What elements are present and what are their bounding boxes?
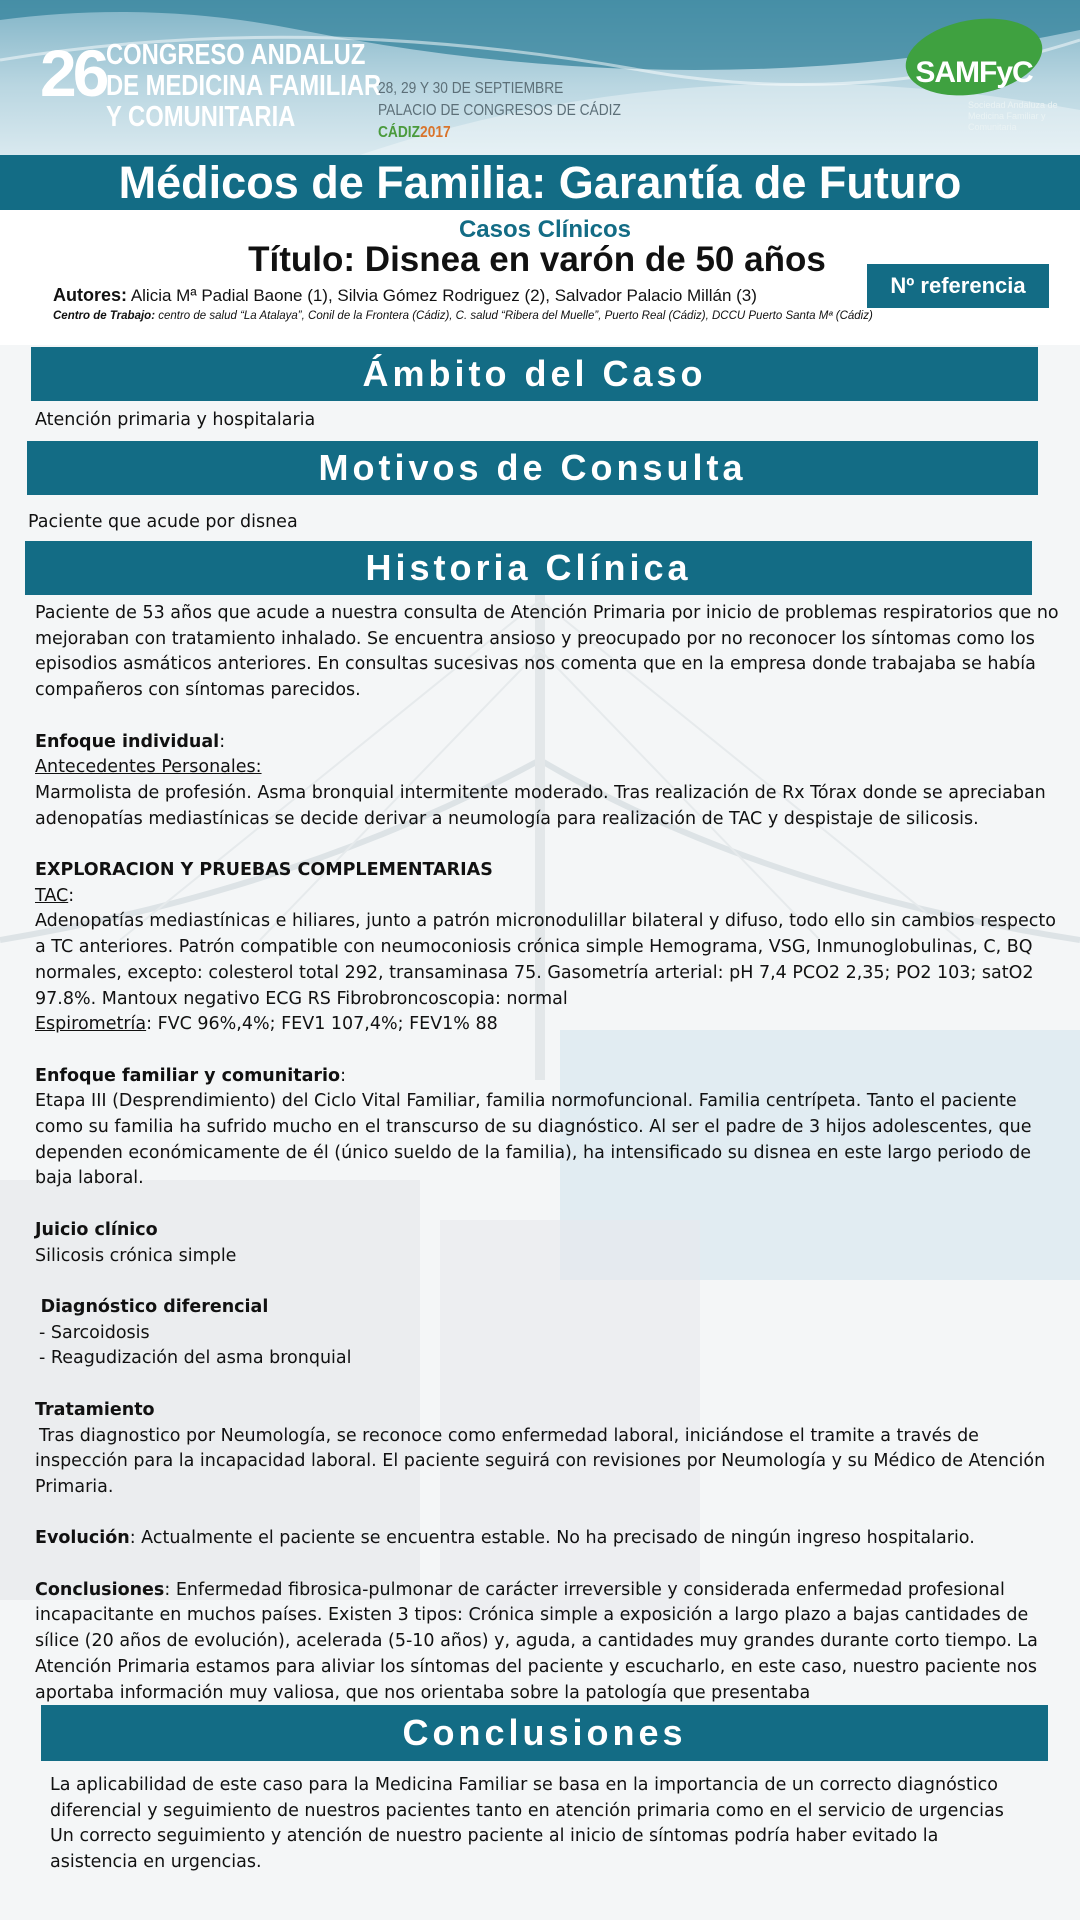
- historia-intro: Paciente de 53 años que acude a nuestra consulta de Atención Primaria por inicio de problemas respiratorios que no mejoraban con tratamiento inhalado. Se encuentra ansioso y preocupado por no reconocer los síntomas como los episodios asmáticos anteriores. En consultas sucesivas nos comenta que en la empresa donde trabajaba se había compañeros con síntomas parecidos.: [35, 603, 1059, 701]
- tratamiento-text: Tras diagnostico por Neumología, se reconoce como enfermedad laboral, iniciándose el tramite a través de inspección para la incapacidad laboral. El paciente seguirá con revisiones por Neumología y su Médico de Atención Primaria.: [35, 1425, 1046, 1497]
- congress-dates: 28, 29 Y 30 DE SEPTIEMBRE: [378, 80, 564, 97]
- reference-number-box: Nº referencia: [867, 264, 1049, 308]
- congress-title: [106, 40, 381, 133]
- diagnostico-item: - Reagudización del asma bronquial: [39, 1348, 352, 1369]
- congress-header: [0, 0, 1080, 155]
- case-title: Título: Disnea en varón de 50 años: [248, 240, 826, 279]
- congress-title-line: CONGRESO ANDALUZ: [106, 39, 366, 71]
- espirometria-text: FVC 96%,4%; FEV1 107,4%; FEV1% 88: [157, 1014, 498, 1035]
- samfyc-logo-text: SAMFyC: [915, 56, 1033, 89]
- antecedentes-text: Marmolista de profesión. Asma bronquial intermitente moderado. Tras realización de Rx Tórax donde se apreciaban adenopatías mediastínicas se decide derivar a neumología para realización de TAC y despistaje de silicosis.: [35, 782, 1046, 829]
- espirometria-label: Espirometría: [35, 1014, 147, 1035]
- enfoque-familiar-label: Enfoque familiar y comunitario: [35, 1065, 341, 1086]
- congress-details: [378, 78, 621, 144]
- work-center-text: centro de salud “La Atalaya”, Conil de la Frontera (Cádiz), C. salud “Ribera del Muelle”, Puerto Real (Cádiz), DCCU Puerto Santa Mª (Cádiz): [158, 310, 873, 322]
- conclusiones-inline-label: Conclusiones: [35, 1579, 165, 1600]
- authors: [53, 285, 757, 306]
- congress-number: 26: [40, 36, 106, 110]
- diagnostico-item: - Sarcoidosis: [39, 1322, 150, 1343]
- casos-clinicos-label: Casos Clínicos: [458, 216, 632, 243]
- evolucion-text: Actualmente el paciente se encuentra estable. No ha precisado de ningún ingreso hospitalario.: [141, 1528, 975, 1549]
- evolucion-label: Evolución: [35, 1528, 130, 1549]
- congress-title-line: Y COMUNITARIA: [106, 101, 296, 133]
- tac-text: Adenopatías mediastínicas e hiliares, junto a patrón micronodulillar bilateral y difuso, todo ello sin cambios respecto a TC anteriores. Patrón compatible con neumoconiosis crónica simple Hemograma, VSG, Inmunoglobulinas, C, BQ normales, excepto: colesterol total 292, transaminasa 75. Gasometría arterial: pH 7,4 PCO2 2,35; PO2 103; satO2 97.8%. Mantoux negativo ECG RS Fibrobroncoscopia: normal: [35, 911, 1056, 1009]
- authors-label: Autores:: [53, 285, 128, 305]
- antecedentes-label: Antecedentes Personales:: [35, 757, 262, 778]
- congress-title-line: DE MEDICINA FAMILIAR: [106, 70, 382, 102]
- congress-venue: PALACIO DE CONGRESOS DE CÁDIZ: [378, 102, 621, 119]
- section-historia: Historia Clínica: [25, 541, 1032, 595]
- conclusiones-text: La aplicabilidad de este caso para la Medicina Familiar se basa en la importancia de un correcto diagnóstico diferencial y seguimiento de nuestros pacientes tanto en atención primaria como en el servicio de urgencias Un correcto seguimiento y atención de nuestro paciente al inicio de síntomas podría haber evitado la asistencia en urgencias.: [50, 1775, 1004, 1873]
- ambito-text: Atención primaria y hospitalaria: [35, 410, 316, 430]
- section-ambito: Ámbito del Caso: [31, 347, 1038, 401]
- historia-body: Paciente de 53 años que acude a nuestra consulta de Atención Primaria por inicio de problemas respiratorios que no mejoraban con tratamiento inhalado. Se encuentra ansioso y preocupado por no reconocer los síntomas como los episodios asmáticos anteriores. En consultas sucesivas nos comenta que en la empresa donde trabajaba se había compañeros con síntomas parecidos. Enfoque individual: Antecedentes Personales: Marmolista de profesión. Asma bronquial intermitente moderado. Tras realización de Rx Tórax donde se apreciaban adenopatías mediastínicas se decide derivar a neumología para realización de TAC y despistaje de silicosis. EXPLORACION Y PRUEBAS COMPLEMENTARIAS TAC: Adenopatías mediastínicas e hiliares, junto a patrón micronodulillar bilateral y difuso, todo ello sin cambios respecto a TC anteriores. Patrón compatible con neumoconiosis crónica simple Hemograma, VSG, Inmunoglobulinas, C, BQ normales, excepto: colesterol total 292, transaminasa 75. Gasometría arterial: pH 7,4 PCO2 2,35; PO2 103; satO2 97.8%. Mantoux negativo ECG RS Fibrobroncoscopia: normal Espirometría: FVC 96%,4%; FEV1 107,4%; FEV1% 88 Enfoque familiar y comunitario: Etapa III (Desprendimiento) del Ciclo Vital Familiar, familia normofuncional. Familia centrípeta. Tanto el paciente como su familia ha sufrido mucho en el transcurso de su diagnóstico. Al ser el padre de 3 hijos adolescentes, que dependen económicamente de él (único sueldo de la familia), ha intensificado su disnea en este largo periodo de baja laboral. Juicio clínico Silicosis crónica simple Diagnóstico diferencial - Sarcoidosis - Reagudización del asma bronquial Tratamiento Tras diagnostico por Neumología, se reconoce como enfermedad laboral, iniciándose el tramite a través de inspección para la incapacidad laboral. El paciente seguirá con revisiones por Neumología y su Médico de Atención Primaria. Evolución: Actualmente el paciente se encuentra estable. No ha precisado de ningún ingreso hospitalario. Conclusiones: Enfermedad fibrosica-pulmonar de carácter irreversible y considerada enfermedad profesional incapacitante en muchos países. Existen 3 tipos: Crónica simple a exposición a largo plazo a bajas cantidades de sílice (20 años de evolución), acelerada (5-10 años) y, aguda, a cantidades muy grandes durante corto tiempo. La Atención Primaria estamos para aliviar los síntomas del paciente y escucharlo, en este caso, nuestro paciente nos aportaba información muy valiosa, que nos orientaba sobre la patología que presentaba: [35, 603, 1059, 1703]
- congress-year: 2017: [420, 124, 451, 141]
- congress-city: [378, 122, 621, 144]
- section-conclusiones: Conclusiones: [41, 1705, 1048, 1761]
- motivos-text: Paciente que acude por disnea: [28, 512, 298, 532]
- tratamiento-label: Tratamiento: [35, 1399, 155, 1420]
- section-motivos: Motivos de Consulta: [27, 441, 1038, 495]
- conclusiones-inline-text: Enfermedad fibrosica-pulmonar de carácter irreversible y considerada enfermedad profesional incapacitante en muchos países. Existen 3 tipos: Crónica simple a exposición a largo plazo a bajas cantidades de sílice (20 años de evolución), acelerada (5-10 años) y, aguda, a cantidades muy grandes durante corto tiempo. La Atención Primaria estamos para aliviar los síntomas del paciente y escucharlo, en este caso, nuestro paciente nos aportaba información muy valiosa, que nos orientaba sobre la patología que presentaba: [35, 1579, 1038, 1703]
- exploracion-label: EXPLORACION Y PRUEBAS COMPLEMENTARIAS: [35, 860, 493, 881]
- samfyc-logo-subtitle: Sociedad Andaluza de Medicina Familiar y Comunitaria: [968, 100, 1058, 132]
- congress-city-name: CÁDIZ: [378, 124, 421, 141]
- tac-label: TAC: [35, 885, 69, 906]
- enfoque-individual-label: Enfoque individual: [35, 731, 220, 752]
- juicio-clinico-label: Juicio clínico: [35, 1219, 158, 1240]
- juicio-clinico-text: Silicosis crónica simple: [35, 1245, 237, 1266]
- enfoque-familiar-text: Etapa III (Desprendimiento) del Ciclo Vital Familiar, familia normofuncional. Familia centrípeta. Tanto el paciente como su familia ha sufrido mucho en el transcurso de su diagnóstico. Al ser el padre de 3 hijos adolescentes, que dependen económicamente de él (único sueldo de la familia), ha intensificado su disnea en este largo periodo de baja laboral.: [35, 1091, 1032, 1189]
- work-center-label: Centro de Trabajo:: [53, 310, 156, 322]
- work-center: [53, 309, 1013, 323]
- diagnostico-diferencial-label: Diagnóstico diferencial: [40, 1296, 269, 1317]
- authors-list: Alicia Mª Padial Baone (1), Silvia Gómez Rodriguez (2), Salvador Palacio Millán (3): [130, 286, 757, 305]
- poster-banner: Médicos de Familia: Garantía de Futuro: [0, 155, 1080, 210]
